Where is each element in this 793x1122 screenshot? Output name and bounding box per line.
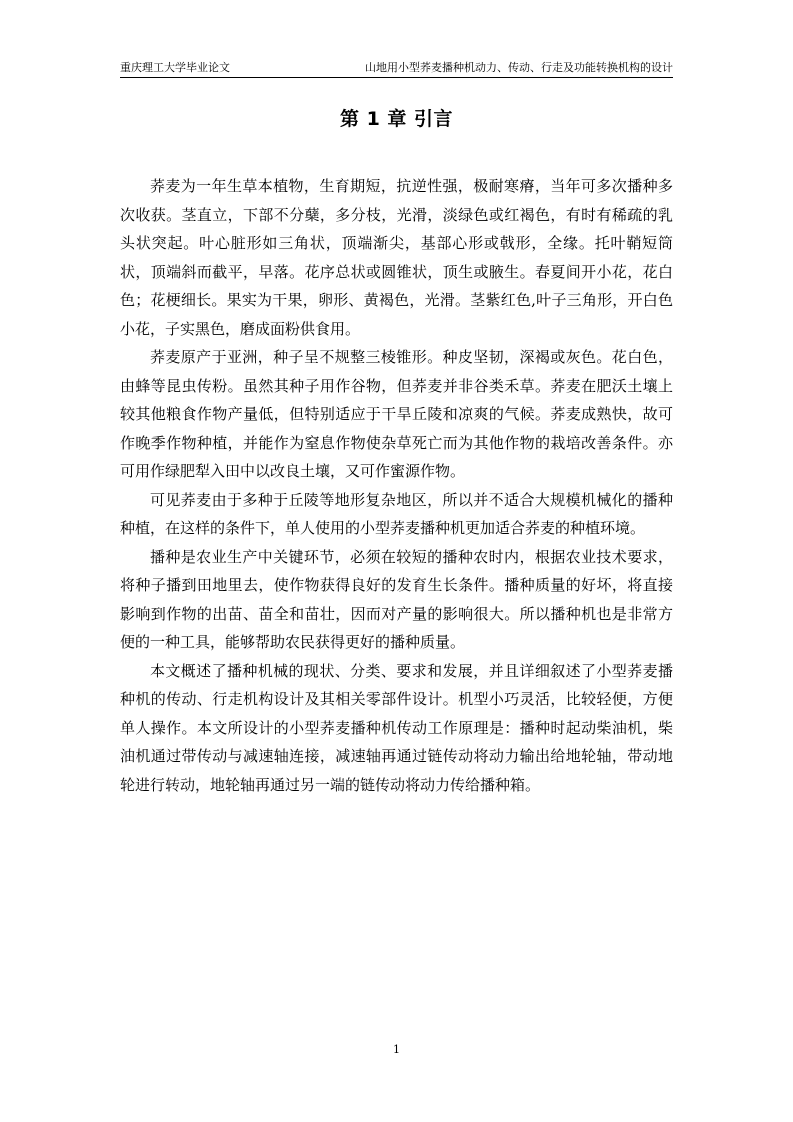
paragraph-3: 可见荞麦由于多种于丘陵等地形复杂地区，所以并不适合大规模机械化的播种种植，在这样的条件下，单人使用的小型荞麦播种机更加适合荞麦的种植环境。	[120, 490, 673, 537]
page-number: 1	[393, 1043, 400, 1056]
body-text	[120, 172, 673, 799]
paragraph-2: 荞麦原产于亚洲，种子呈不规整三棱锥形。种皮坚韧，深褐或灰色。花白色，由蜂等昆虫传粉。虽然其种子用作谷物，但荞麦并非谷类禾草。荞麦在肥沃土壤上较其他粮食作物产量低，但特别适应于干旱丘陵和凉爽的气候。荞麦成熟快，故可作晚季作物种植，并能作为窒息作物使杂草死亡而为其他作物的栽培改善条件。亦可用作绿肥犁入田中以改良土壤，又可作蜜源作物。	[120, 348, 673, 480]
paragraph-5: 本文概述了播种机械的现状、分类、要求和发展，并且详细叙述了小型荞麦播种机的传动、行走机构设计及其相关零部件设计。机型小巧灵活，比较轻便，方便单人操作。本文所设计的小型荞麦播种机传动工作原理是：播种时起动柴油机，柴油机通过带传动与减速轴连接，减速轴再通过链传动将动力输出给地轮轴，带动地轮进行转动，地轮轴再通过另一端的链传动将动力传给播种箱。	[120, 661, 673, 794]
paragraph-4: 播种是农业生产中关键环节，必须在较短的播种农时内，根据农业技术要求，将种子播到田地里去，使作物获得良好的发育生长条件。播种质量的好坏，将直接影响到作物的出苗、苗全和苗壮，因而对产量的影响很大。所以播种机也是非常方便的一种工具，能够帮助农民获得更好的播种质量。	[120, 547, 673, 651]
header-university: 重庆理工大学毕业论文	[120, 61, 230, 74]
header-thesis-title: 山地用小型荞麦播种机动力、传动、行走及功能转换机构的设计	[365, 61, 673, 74]
page-header	[120, 57, 673, 77]
paragraph-1: 荞麦为一年生草本植物，生育期短，抗逆性强，极耐寒瘠，当年可多次播种多次收获。茎直立，下部不分蘖，多分枝，光滑，淡绿色或红褐色，有时有稀疏的乳头状突起。叶心脏形如三角状，顶端渐尖，基部心形或戟形，全缘。托叶鞘短筒状，顶端斜而截平，早落。花序总状或圆锥状，顶生或腋生。春夏间开小花，花白色；花梗细长。果实为干果，卵形、黄褐色，光滑。茎紫红色,叶子三角形，开白色小花，子实黑色，磨成面粉供食用。	[120, 177, 673, 338]
chapter-title: 第 1 章 引言	[339, 108, 454, 130]
header-rule	[120, 77, 673, 78]
